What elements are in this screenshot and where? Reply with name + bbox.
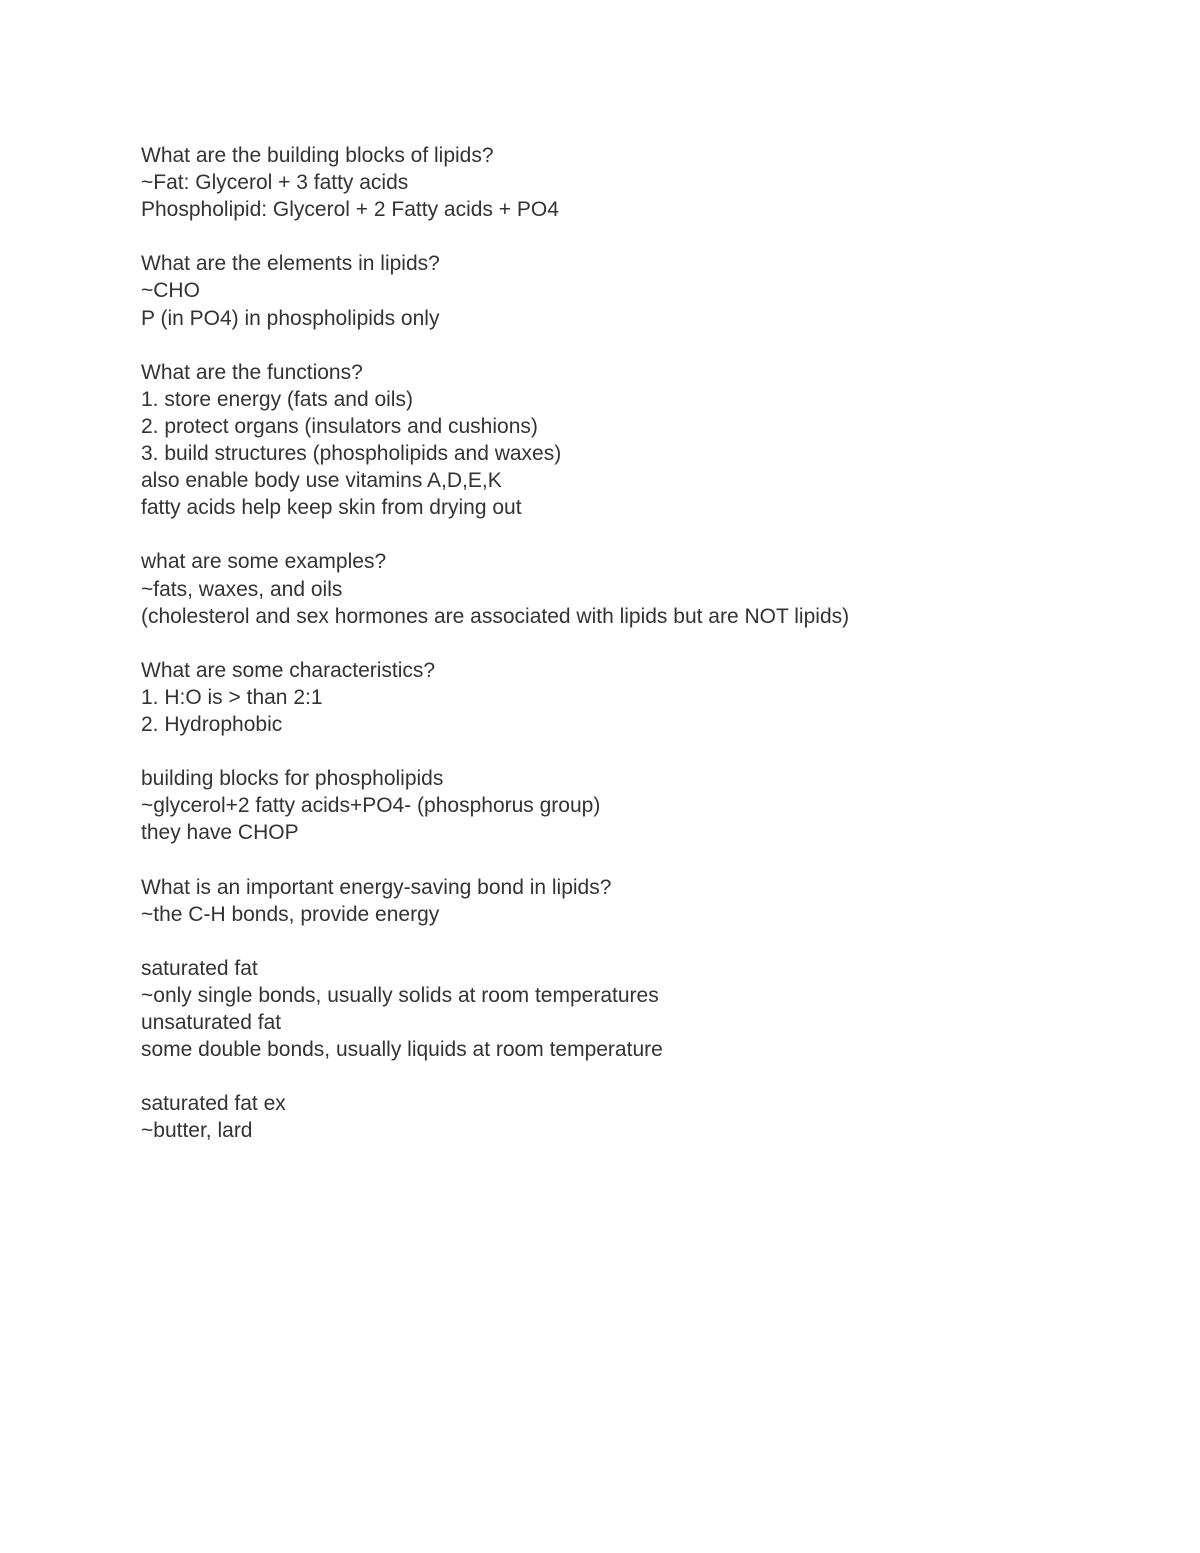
note-question: What is an important energy-saving bond in lipids?	[141, 875, 612, 899]
note-question: What are the functions?	[141, 360, 363, 384]
note-answer: ~butter, lard	[141, 1119, 253, 1143]
note-question: What are the elements in lipids?	[141, 252, 440, 276]
note-answer: ~glycerol+2 fatty acids+PO4- (phosphorus group)	[141, 794, 601, 818]
note-section-examples	[141, 548, 1121, 629]
note-answer: ~only single bonds, usually solids at room temperatures	[141, 983, 659, 1007]
note-question: saturated fat	[141, 956, 258, 980]
note-answer: fatty acids help keep skin from drying out	[141, 496, 522, 520]
note-question: building blocks for phospholipids	[141, 767, 444, 791]
note-question: saturated fat ex	[141, 1092, 286, 1116]
note-section-characteristics	[141, 657, 1121, 738]
note-answer: unsaturated fat	[141, 1011, 282, 1034]
document-body	[141, 142, 1121, 1172]
note-answer: also enable body use vitamins A,D,E,K	[141, 469, 502, 493]
note-answer: some double bonds, usually liquids at room temperature	[141, 1038, 663, 1062]
note-answer: Phospholipid: Glycerol + 2 Fatty acids + PO4	[141, 198, 559, 222]
note-question: What are the building blocks of lipids?	[141, 144, 494, 167]
note-section-elements	[141, 250, 1121, 331]
note-section-saturated-fat	[141, 955, 1121, 1063]
note-section-building-blocks	[141, 142, 1121, 223]
note-answer: 1. H:O is > than 2:1	[141, 685, 323, 709]
note-answer: (cholesterol and sex hormones are associated with lipids but are NOT lipids)	[141, 604, 850, 628]
note-answer: ~Fat: Glycerol + 3 fatty acids	[141, 171, 409, 195]
note-question: What are some characteristics?	[141, 658, 436, 682]
note-answer: 2. Hydrophobic	[141, 712, 283, 736]
note-answer: 3. build structures (phospholipids and waxes)	[141, 442, 562, 466]
note-answer: ~CHO	[141, 279, 200, 303]
note-answer: P (in PO4) in phospholipids only	[141, 306, 440, 330]
note-question: what are some examples?	[141, 550, 387, 574]
note-section-phospholipid-blocks	[141, 765, 1121, 846]
note-answer: ~fats, waxes, and oils	[141, 577, 343, 601]
note-section-functions	[141, 359, 1121, 522]
note-section-saturated-fat-examples	[141, 1090, 1121, 1144]
note-answer: 2. protect organs (insulators and cushions)	[141, 414, 538, 438]
note-answer: ~the C-H bonds, provide energy	[141, 902, 440, 926]
note-answer: they have CHOP	[141, 821, 299, 845]
note-answer: 1. store energy (fats and oils)	[141, 387, 413, 411]
note-section-energy-bond	[141, 874, 1121, 928]
